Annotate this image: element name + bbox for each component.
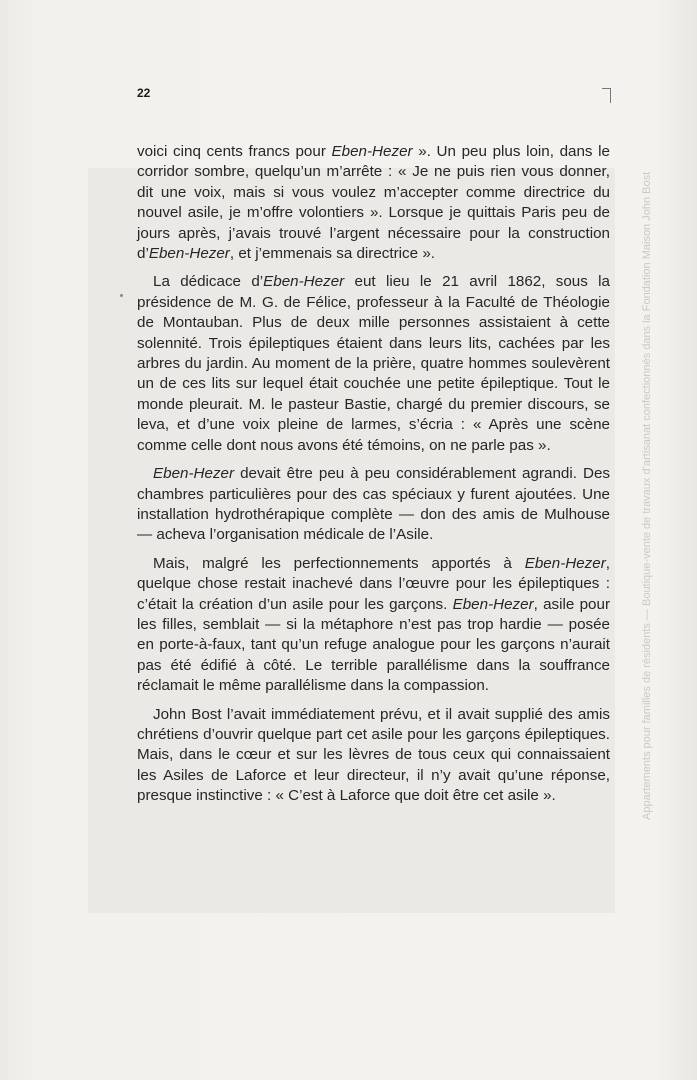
- crop-mark: [602, 88, 611, 103]
- paragraph-5: [137, 705, 610, 807]
- italic-title-text: Eben-Hezer: [263, 273, 345, 291]
- paragraph-text: , et j’emmenais sa directrice ».: [229, 245, 435, 263]
- paragraph-text: devait être peu à peu considérablement agrandi. Des chambres particulières pour des cas spéciaux y furent ajoutées. Une installation hydrothérapique complète — don des amis de Mulhouse — acheva l’organisation médicale de l’Asile.: [137, 465, 610, 544]
- paragraph-text: La dédicace d’: [153, 273, 264, 291]
- italic-title-text: Eben-Hezer: [524, 554, 606, 572]
- paragraph-text: Mais, malgré les perfectionnements apportés à: [153, 554, 525, 572]
- paragraph-3: [137, 464, 610, 546]
- paragraph-text: eut lieu le 21 avril 1862, sous la présidence de M. G. de Félice, professeur à la Faculté de Théologie de Montauban. Plus de deux mille personnes assistaient à cette solennité. Trois épileptiques étaient dans leurs lits, cachées par les arbres du jardin. Au moment de la prière, quatre hommes soulevèrent un de ces lits sur lequel était couchée une petite épileptique. Tout le monde pleurait. M. le pasteur Bastie, chargé du premier discours, se leva, et d’une voix pleine de larmes, s’écria : « Après une scène comme celle dont nous avons été témoins, on ne parle pas ».: [137, 273, 610, 454]
- bleed-through-caption: Appartements pour familles de résidents — Boutique-vente de travaux d’artisanat confectionnés dans la Fondation Maison John Bost: [641, 171, 653, 820]
- italic-title-text: Eben-Hezer: [148, 245, 230, 263]
- paragraph-1: [137, 142, 610, 264]
- paragraph-text: John Bost l’avait immédiatement prévu, et il avait supplié des amis chrétiens d’ouvrir quelque part cet asile pour les garçons épileptiques. Mais, dans le cœur et sur les lèvres de tous ceux qui connaissaient les Asiles de Laforce et leur directeur, il n’y avait qu’une réponse, presque instinctive : « C’est à Laforce que doit être cet asile ».: [137, 705, 610, 805]
- italic-title-text: Eben-Hezer: [331, 143, 413, 160]
- paragraph-2: [137, 272, 610, 456]
- italic-title-text: Eben-Hezer: [452, 595, 534, 613]
- paragraph-4: [137, 554, 610, 697]
- italic-title-text: Eben-Hezer: [153, 465, 235, 483]
- paragraph-text: voici cinq cents francs pour: [137, 143, 332, 160]
- body-text: [137, 142, 610, 807]
- page-number: 22: [137, 86, 151, 100]
- margin-mark: [120, 294, 123, 297]
- paragraph-text: , quelque chose restait inachevé dans l’œuvre pour les épileptiques : c’était la création d’un asile pour les garçons.: [137, 554, 610, 613]
- paragraph-text: , asile pour les filles, semblait — si la métaphore n’est pas trop hardie — posée en porte-à-faux, tant qu’un refuge analogue pour les garçons n’aurait pas été édifié à côté. Le terrible parallélisme dans la souffrance réclamait le même parallélisme dans la compassion.: [137, 595, 611, 695]
- paragraph-text: ». Un peu plus loin, dans le corridor sombre, quelqu’un m’arrête : « Je ne puis rien vous donner, dit une voix, mais si vous voulez m’accepter comme directrice du nouvel asile, je m’offre volontiers ». Lorsque je quittais Paris peu de jours après, j’avais trouvé l’argent nécessaire pour la construction d’: [137, 143, 610, 263]
